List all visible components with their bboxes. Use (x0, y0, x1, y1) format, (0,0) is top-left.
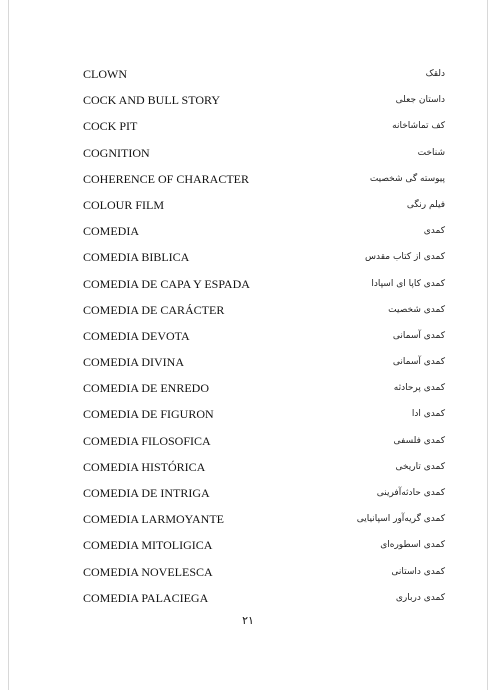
glossary-entry (9, 457, 487, 483)
term-english: COMEDIA MITOLIGICA (83, 538, 213, 553)
glossary-entry (9, 300, 487, 326)
term-english: COMEDIA DE INTRIGA (83, 486, 210, 500)
term-persian: کمدی حادثه‌آفرینی (376, 488, 445, 498)
term-persian: کمدی اسطوره‌ای (380, 540, 445, 551)
glossary-entry (9, 535, 487, 561)
term-english: COMEDIA FILOSOFICA (83, 433, 211, 448)
term-persian: کف تماشاخانه (392, 121, 445, 132)
glossary-list (9, 64, 487, 614)
term-persian: کمدی از کتاب مقدس (365, 252, 445, 263)
term-english: COMEDIA PALACIEGA (83, 590, 209, 605)
glossary-entry (9, 326, 487, 352)
glossary-entry (9, 404, 487, 430)
term-persian: کمدی ادا (411, 409, 445, 420)
term-english: COGNITION (83, 145, 150, 160)
glossary-entry (9, 562, 487, 588)
term-persian: کمدی پرحادثه (393, 383, 445, 394)
document-page (8, 0, 488, 690)
glossary-entry (9, 588, 487, 614)
page-number: ۲۱ (242, 614, 254, 627)
term-persian: داستان جعلی (395, 95, 445, 106)
term-english: COMEDIA DIVINA (83, 355, 184, 370)
term-english: COHERENCE OF CHARACTER (83, 171, 250, 186)
term-persian: کمدی فلسفی (393, 435, 445, 446)
term-persian: کمدی آسمانی (392, 330, 445, 341)
term-english: COLOUR FILM (83, 197, 165, 212)
glossary-entry (9, 64, 487, 90)
term-english: COMEDIA DE CAPA Y ESPADA (83, 276, 250, 291)
term-persian: شناخت (417, 147, 445, 158)
term-persian: کمدی تاریخی (395, 461, 445, 472)
term-persian: دلقک (425, 69, 445, 79)
term-persian: فیلم رنگی (406, 199, 445, 210)
term-english: COMEDIA (83, 224, 139, 239)
glossary-entry (9, 221, 487, 247)
term-english: COMEDIA HISTÓRICA (83, 459, 206, 474)
term-english: COMEDIA NOVELESCA (83, 564, 213, 579)
term-persian: کمدی (423, 226, 445, 237)
term-english: COMEDIA BIBLICA (83, 250, 190, 265)
term-persian: کمدی گریه‌آور اسپانیایی (356, 514, 445, 525)
glossary-entry (9, 509, 487, 535)
term-english: COMEDIA DE FIGURON (83, 407, 214, 422)
term-english: COMEDIA DE ENREDO (83, 381, 209, 396)
glossary-entry (9, 195, 487, 221)
glossary-entry (9, 116, 487, 142)
term-english: COCK AND BULL STORY (83, 93, 221, 108)
glossary-entry (9, 352, 487, 378)
term-persian: پیوسته گی شخصیت (369, 173, 445, 184)
glossary-entry (9, 274, 487, 300)
term-english: COCK PIT (83, 119, 138, 134)
term-persian: کمدی شخصیت (388, 304, 445, 315)
term-english: COMEDIA DE CARÁCTER (83, 302, 225, 317)
term-english: COMEDIA DEVOTA (83, 328, 190, 343)
glossary-entry (9, 431, 487, 457)
term-persian: کمدی درباری (395, 592, 445, 603)
glossary-entry (9, 247, 487, 273)
term-persian: کمدی کاپا ای اسپادا (371, 278, 445, 289)
term-english: COMEDIA LARMOYANTE (83, 512, 224, 527)
glossary-entry (9, 483, 487, 509)
glossary-entry (9, 378, 487, 404)
glossary-entry (9, 169, 487, 195)
term-persian: کمدی داستانی (391, 566, 445, 577)
glossary-entry (9, 90, 487, 116)
term-english: CLOWN (83, 67, 127, 81)
term-persian: کمدی آسمانی (392, 357, 445, 368)
glossary-entry (9, 143, 487, 169)
